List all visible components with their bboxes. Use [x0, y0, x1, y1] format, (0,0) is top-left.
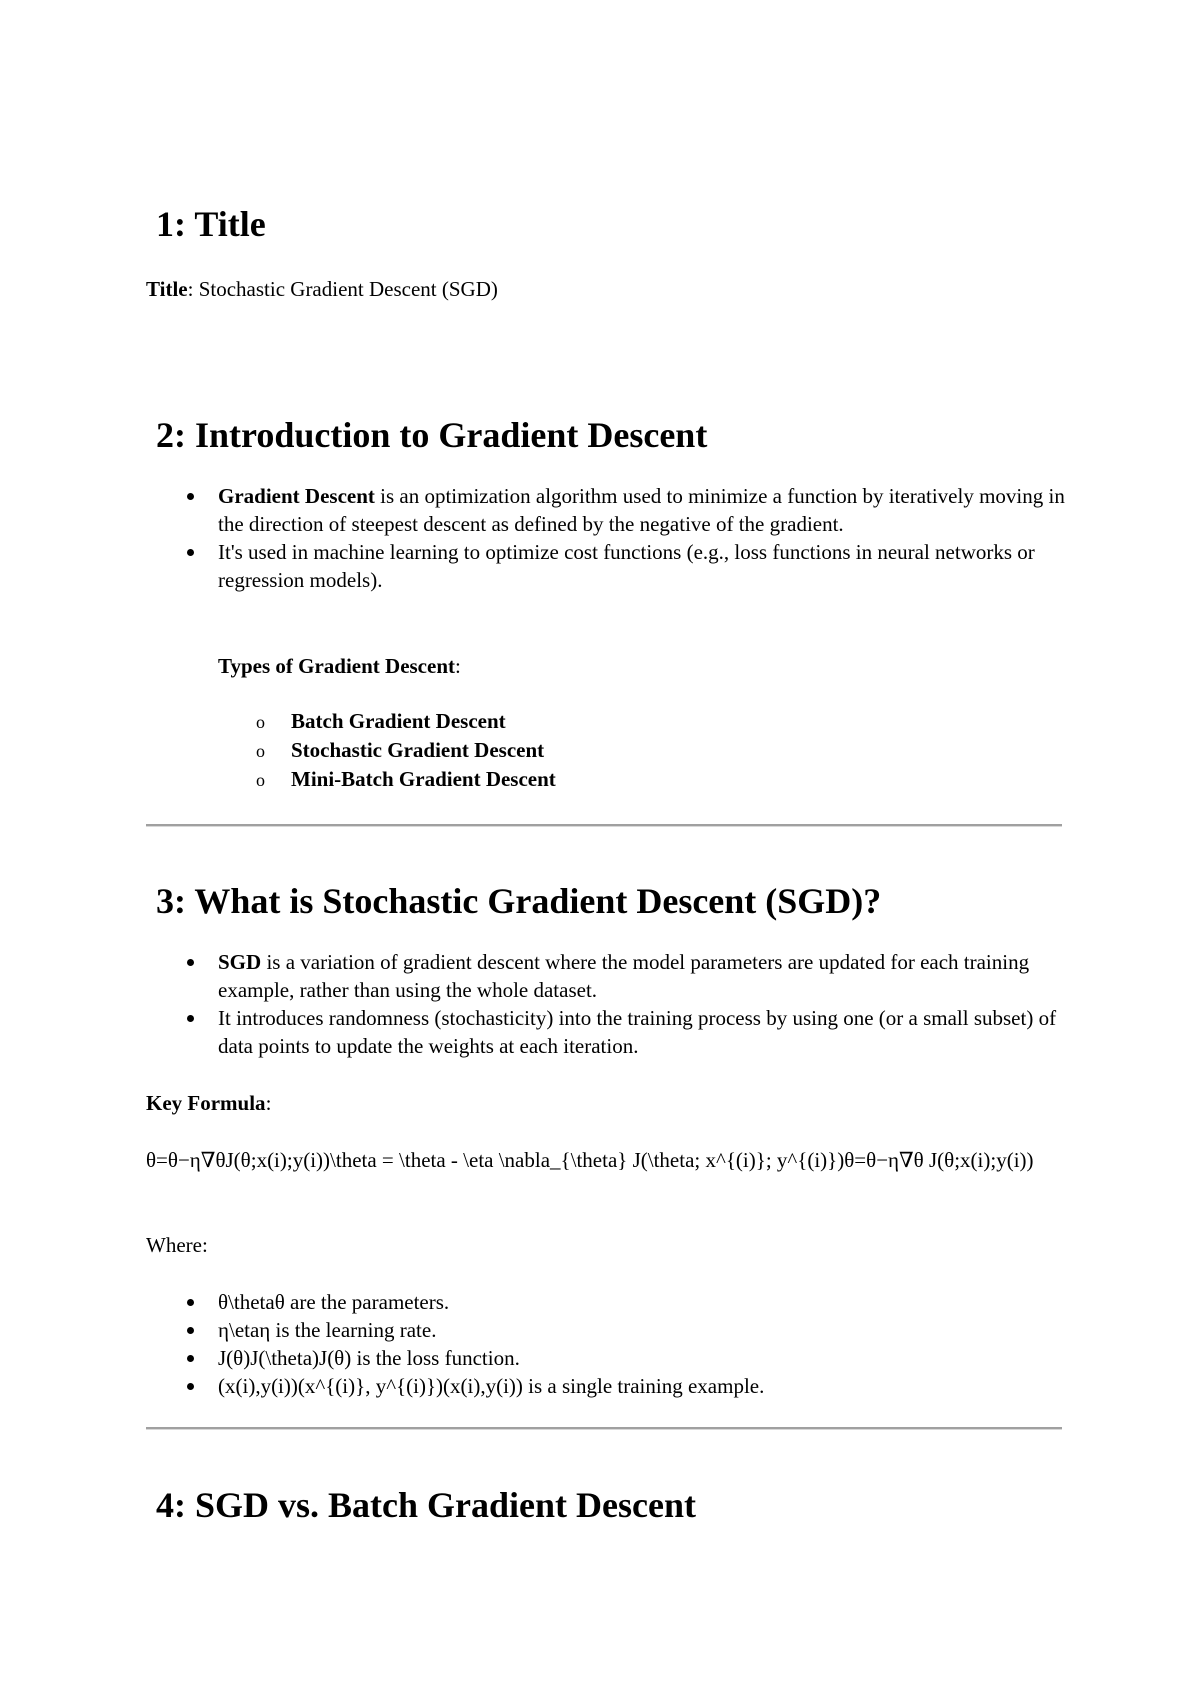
- list-item: It's used in machine learning to optimize cost functions (e.g., loss functions in neural networks or regression models).: [146, 538, 1066, 594]
- list-item: Gradient Descent is an optimization algorithm used to minimize a function by iteratively moving in the direction of steepest descent as defined by the negative of the gradient.: [146, 482, 1066, 538]
- intro-bullet-list: [146, 482, 1066, 594]
- title-label: Title: [146, 277, 188, 301]
- list-item: o Batch Gradient Descent: [146, 707, 1066, 736]
- key-formula-label-line: Key Formula:: [146, 1091, 272, 1115]
- list-item: SGD is a variation of gradient descent where the model parameters are updated for each training example, rather than using the whole dataset.: [146, 948, 1066, 1004]
- sgd-bullet-list: [146, 948, 1066, 1060]
- list-item: It introduces randomness (stochasticity) into the training process by using one (or a small subset) of data points to update the weights at each iteration.: [146, 1004, 1066, 1060]
- list-item: o Stochastic Gradient Descent: [146, 736, 1066, 765]
- key-formula-label: Key Formula: [146, 1091, 266, 1115]
- title-value: : Stochastic Gradient Descent (SGD): [187, 277, 498, 301]
- section-divider: [146, 824, 1062, 827]
- types-list: [146, 707, 1066, 794]
- list-item: J(θ)J(\theta)J(θ) is the loss function.: [146, 1344, 1066, 1372]
- list-item: η\etaη is the learning rate.: [146, 1316, 1066, 1344]
- where-list: [146, 1288, 1066, 1400]
- list-item: (x(i),y(i))(x^{(i)}, y^{(i)})(x(i),y(i)) is a single training example.: [146, 1372, 1066, 1400]
- gradient-descent-term: Gradient Descent: [218, 484, 375, 508]
- section-2-heading: 2: Introduction to Gradient Descent: [156, 415, 708, 455]
- section-1-heading: 1: Title: [156, 204, 266, 244]
- section-divider: [146, 1427, 1062, 1430]
- types-label-line: Types of Gradient Descent:: [218, 654, 461, 678]
- types-label: Types of Gradient Descent: [218, 654, 455, 678]
- section-3-heading: 3: What is Stochastic Gradient Descent (SGD)?: [156, 881, 882, 921]
- sgd-term: SGD: [218, 950, 262, 974]
- title-line: [146, 275, 1066, 303]
- formula-text: θ=θ−η∇θJ(θ;x(i);y(i))\theta = \theta - \eta \nabla_{\theta} J(\theta; x^{(i)}; y^{(i)})θ=θ−η∇θ J(θ;x(i);y(i)): [146, 1148, 1034, 1172]
- list-item: θ\thetaθ are the parameters.: [146, 1288, 1066, 1316]
- list-item: o Mini-Batch Gradient Descent: [146, 765, 1066, 794]
- section-4-heading: 4: SGD vs. Batch Gradient Descent: [156, 1485, 696, 1525]
- where-label: Where:: [146, 1233, 208, 1257]
